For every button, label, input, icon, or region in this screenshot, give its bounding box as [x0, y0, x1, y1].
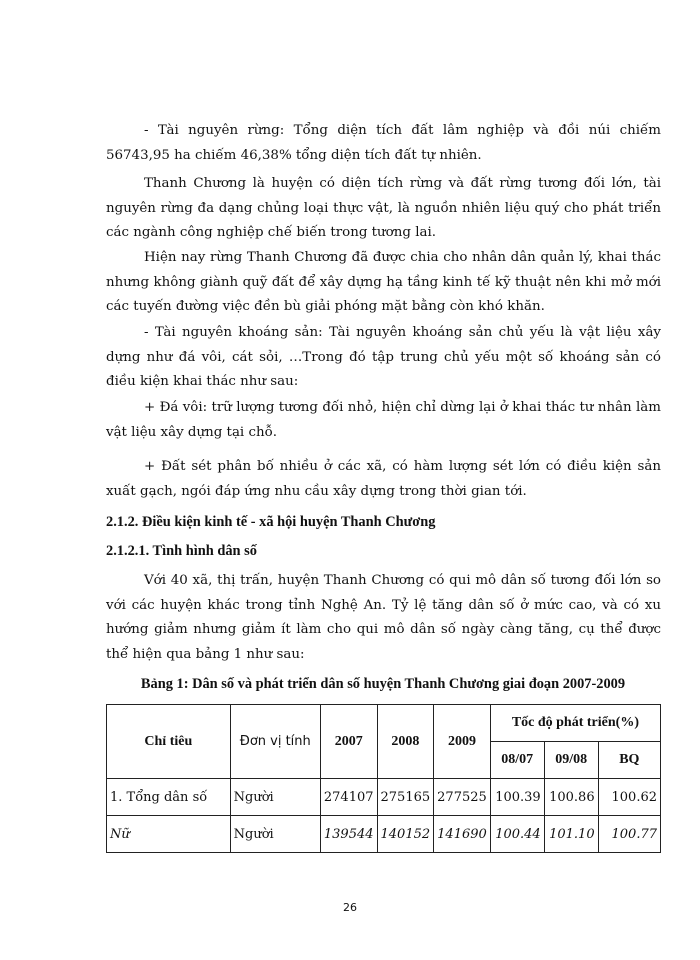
- cell-2008: 140152: [377, 816, 434, 853]
- paragraph-mineral-resources: - Tài nguyên khoáng sản: Tài nguyên khoáng sản chủ yếu là vật liệu xây dựng như đá vôi, cát sỏi, …Trong đó tập trung chủ yếu một số khoáng sản có điều kiện khai thác như sau:: [106, 325, 661, 390]
- header-2007: 2007: [320, 705, 377, 779]
- paragraph-limestone: + Đá vôi: trữ lượng tương đối nhỏ, hiện chỉ dừng lại ở khai thác tư nhân làm vật liệu xây dựng tại chỗ.: [106, 400, 661, 440]
- header-08-07: 08/07: [490, 742, 544, 779]
- table-caption: Bảng 1: Dân số và phát triển dân số huyện Thanh Chương giai đoạn 2007-2009: [140, 676, 626, 692]
- header-unit: Đơn vị tính: [230, 705, 320, 779]
- header-09-08: 09/08: [544, 742, 598, 779]
- cell-2007: 274107: [320, 779, 377, 816]
- paragraph-clay: + Đất sét phân bố nhiều ở các xã, có hàm lượng sét lớn có điều kiện sản xuất gạch, ngói đáp ứng nhu cầu xây dựng trong thời gian tới.: [106, 459, 661, 499]
- cell-2008: 275165: [377, 779, 434, 816]
- paragraph-forest-diversity: Thanh Chương là huyện có diện tích rừng và đất rừng tương đối lớn, tài nguyên rừng đa dạng chủng loại thực vật, là nguồn nhiên liệu quý cho phát triển các ngành công nghiệp chế biến trong tương lai.: [106, 176, 661, 241]
- page-number: 26: [343, 901, 357, 914]
- cell-09-08: 100.86: [544, 779, 598, 816]
- cell-2007: 139544: [320, 816, 377, 853]
- cell-unit: Người: [230, 816, 320, 853]
- header-2009: 2009: [434, 705, 491, 779]
- table-row: [107, 816, 661, 853]
- cell-08-07: 100.44: [490, 816, 544, 853]
- paragraph-forest-resources: - Tài nguyên rừng: Tổng diện tích đất lâm nghiệp và đồi núi chiếm 56743,95 ha chiếm 46,38% tổng diện tích đất tự nhiên.: [106, 123, 661, 163]
- cell-indicator: 1. Tổng dân số: [107, 779, 231, 816]
- cell-2009: 277525: [434, 779, 491, 816]
- paragraph-population: Với 40 xã, thị trấn, huyện Thanh Chương có qui mô dân số tương đối lớn so với các huyện khác trong tỉnh Nghệ An. Tỷ lệ tăng dân số ở mức cao, và có xu hướng giảm nhưng giảm ít làm cho qui mô dân số ngày càng tăng, cụ thể được thể hiện qua bảng 1 như sau:: [106, 573, 661, 662]
- cell-08-07: 100.39: [490, 779, 544, 816]
- header-growth: Tốc độ phát triển(%): [490, 705, 660, 742]
- population-table: [106, 704, 661, 853]
- table-row: [107, 779, 661, 816]
- cell-bq: 100.77: [598, 816, 660, 853]
- cell-indicator: Nữ: [107, 816, 231, 853]
- section-heading-socioeconomic: 2.1.2. Điều kiện kinh tế - xã hội huyện Thanh Chương: [106, 514, 436, 530]
- header-2008: 2008: [377, 705, 434, 779]
- cell-09-08: 101.10: [544, 816, 598, 853]
- cell-bq: 100.62: [598, 779, 660, 816]
- paragraph-forest-management: Hiện nay rừng Thanh Chương đã được chia cho nhân dân quản lý, khai thác nhưng không giành quỹ đất để xây dựng hạ tầng kinh tế kỹ thuật nên khi mở mới các tuyến đường việc đền bù giải phóng mặt bằng còn khó khăn.: [106, 250, 661, 315]
- cell-unit: Người: [230, 779, 320, 816]
- header-bq: BQ: [598, 742, 660, 779]
- table-header-row: [107, 705, 661, 742]
- cell-2009: 141690: [434, 816, 491, 853]
- header-indicator: Chỉ tiêu: [107, 705, 231, 779]
- section-heading-population: 2.1.2.1. Tình hình dân số: [106, 543, 257, 559]
